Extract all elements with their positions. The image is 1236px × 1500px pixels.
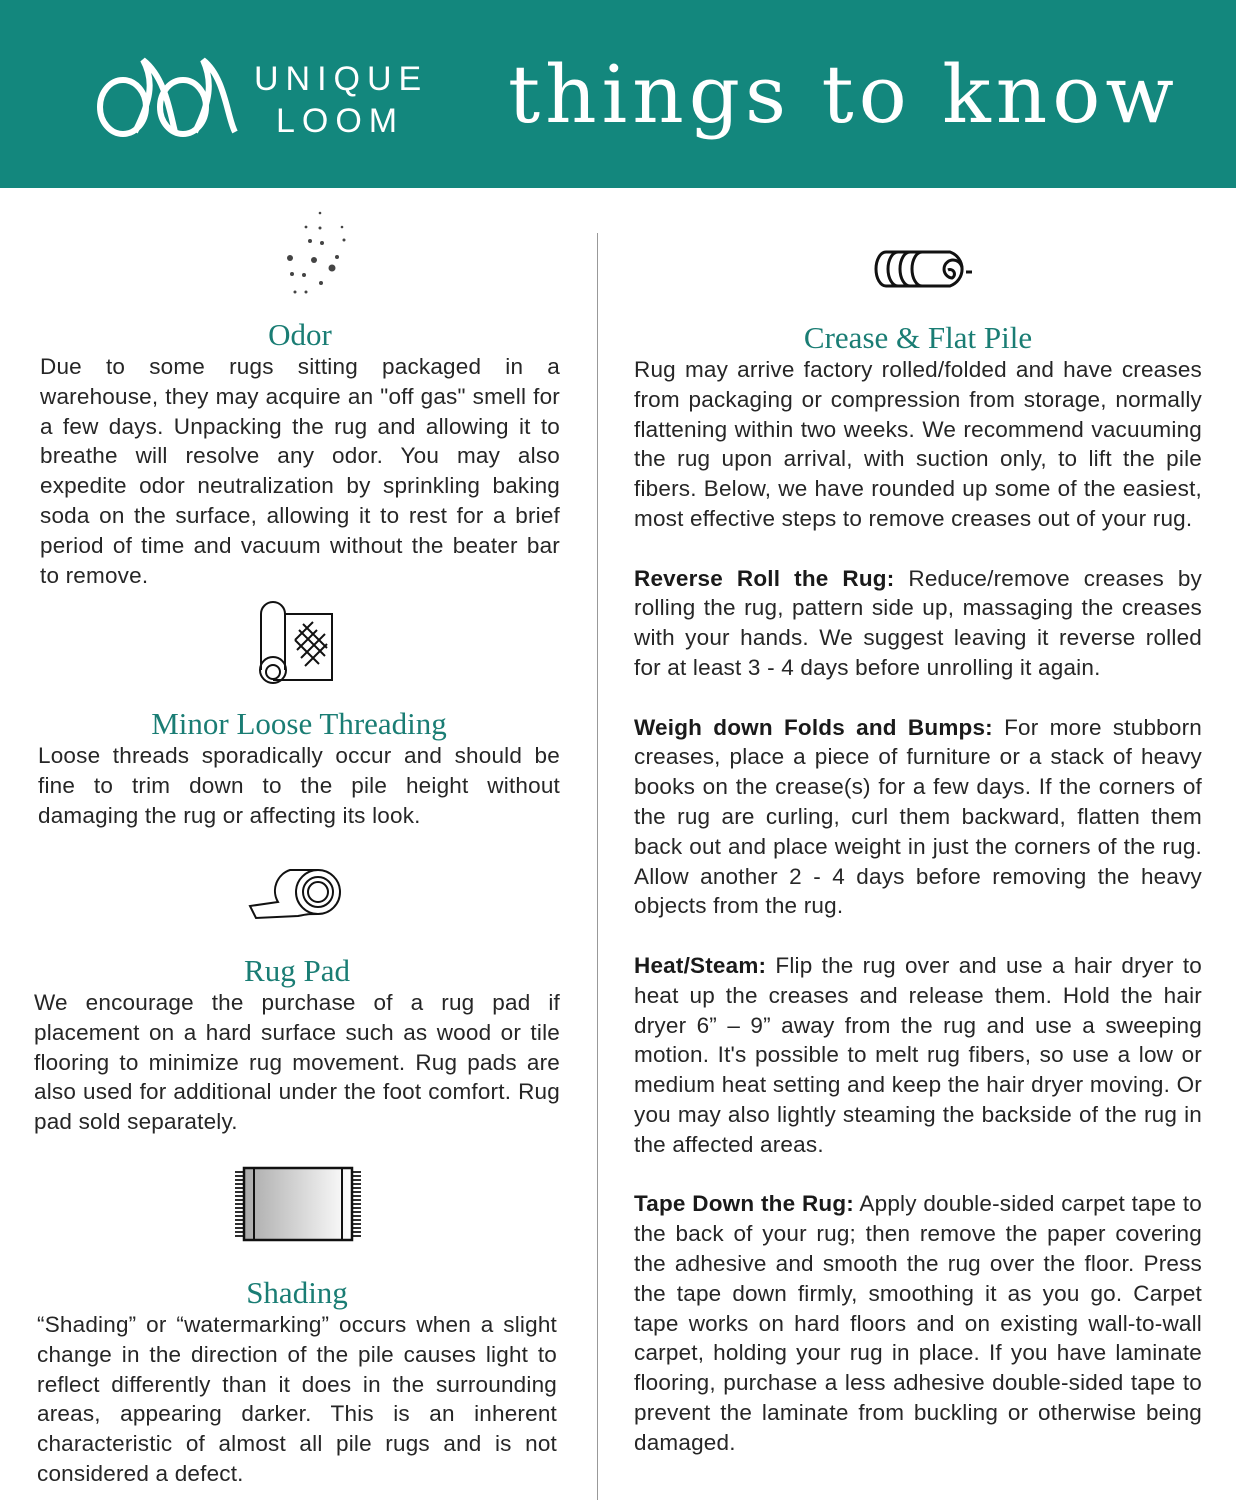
section-body: Loose threads sporadically occur and should be fine to trim down to the pile height without damaging the rug or affecting its look.	[38, 743, 560, 828]
section-title: Rug Pad	[244, 953, 350, 988]
shading-rug-icon	[234, 1166, 362, 1242]
section-odor	[40, 318, 560, 590]
tip-heat-steam	[634, 951, 1202, 1160]
rolled-rug-icon	[872, 248, 974, 290]
section-body: We encourage the purchase of a rug pad if placement on a hard surface such as wood or tile flooring to minimize rug movement. Rug pads are also used for additional under the foot comfort. Rug pad sold separately.	[34, 990, 560, 1135]
crease-intro: Rug may arrive factory rolled/folded and have creases from packaging or compression from storage, normally flattening within two weeks. We recommend vacuuming the rug upon arrival, with suction only, to lift the pile fibers. Below, we have rounded up some of the easiest, most effective steps to remove creases out of your rug.	[634, 357, 1202, 531]
brand-line-1: UNIQUE	[254, 60, 429, 98]
section-body: Due to some rugs sitting packaged in a warehouse, they may acquire an "off gas" smell for a few days. Unpacking the rug and allowing it to breathe will resolve any odor. You may also expedite odor neutralization by sprinkling baking soda on the surface, allowing it to rest for a brief period of time and vacuum without the beater bar to remove.	[40, 354, 560, 588]
tip-label: Tape Down the Rug:	[634, 1191, 854, 1217]
page-title: things to know	[508, 48, 1179, 141]
rug-pad-roll-icon	[248, 866, 344, 924]
unique-loom-logo-icon	[95, 52, 240, 142]
tip-body: For more stubborn creases, place a piece of furniture or a stack of heavy books on the crease(s) for a few days. If the corners of the rug are curling, curl them backward, flatten them back out and place weight in just the corners of the rug. Allow another 2 - 4 days before removing the heavy objects from the rug.	[634, 714, 1203, 919]
section-body: “Shading” or “watermarking” occurs when a slight change in the direction of the pile causes light to reflect differently than it does in the surrounding areas, appearing darker. This is an inherent characteristic of almost all pile rugs and is not considered a defect.	[37, 1312, 557, 1486]
tip-tape-down	[634, 1189, 1202, 1457]
brand-name	[254, 58, 428, 142]
section-title: Minor Loose Threading	[151, 706, 447, 741]
section-minor-loose-threading	[38, 707, 560, 830]
tip-reverse-roll	[634, 564, 1202, 683]
tip-label: Reverse Roll the Rug:	[634, 565, 895, 591]
tip-body: Apply double-sided carpet tape to the back of your rug; then remove the paper covering the adhesive and smooth the rug over the floor. Press the tape down firmly, smoothing it as you go. Carpet tape works on hard floors and on existing wall-to-wall carpet, holding your rug in place. If you have laminate flooring, purchase a less adhesive double-sided tape to prevent the laminate from buckling or otherwise being damaged.	[634, 1191, 1202, 1455]
tip-body: Flip the rug over and use a hair dryer to heat up the creases and release them. Hold the hair dryer 6” – 9” away from the rug and use a sweeping motion. It's possible to melt rug fibers, so use a low or medium heat setting and keep the hair dryer moving. Or you may also lightly steaming the backside of the rug in the affected areas.	[634, 952, 1202, 1157]
section-title: Crease & Flat Pile	[803, 320, 1033, 355]
section-crease-flat-pile	[634, 321, 1202, 1487]
odor-dots-icon	[282, 210, 350, 296]
tip-label: Weigh down Folds and Bumps:	[634, 714, 993, 740]
section-title: Shading	[246, 1275, 348, 1310]
section-rug-pad	[34, 954, 560, 1137]
brand-line-2: LOOM	[276, 102, 405, 140]
tip-body: Reduce/remove creases by rolling the rug, pattern side up, massaging the creases with your hands. We suggest leaving it reverse rolled for at least 3 - 4 days before unrolling it again.	[634, 565, 1202, 680]
column-divider	[597, 233, 598, 1500]
header-banner	[0, 0, 1236, 188]
loose-thread-rug-icon	[255, 600, 337, 686]
section-shading	[37, 1276, 557, 1489]
section-title: Odor	[268, 317, 332, 352]
tip-weigh-down	[634, 713, 1202, 922]
tip-label: Heat/Steam:	[634, 952, 767, 978]
